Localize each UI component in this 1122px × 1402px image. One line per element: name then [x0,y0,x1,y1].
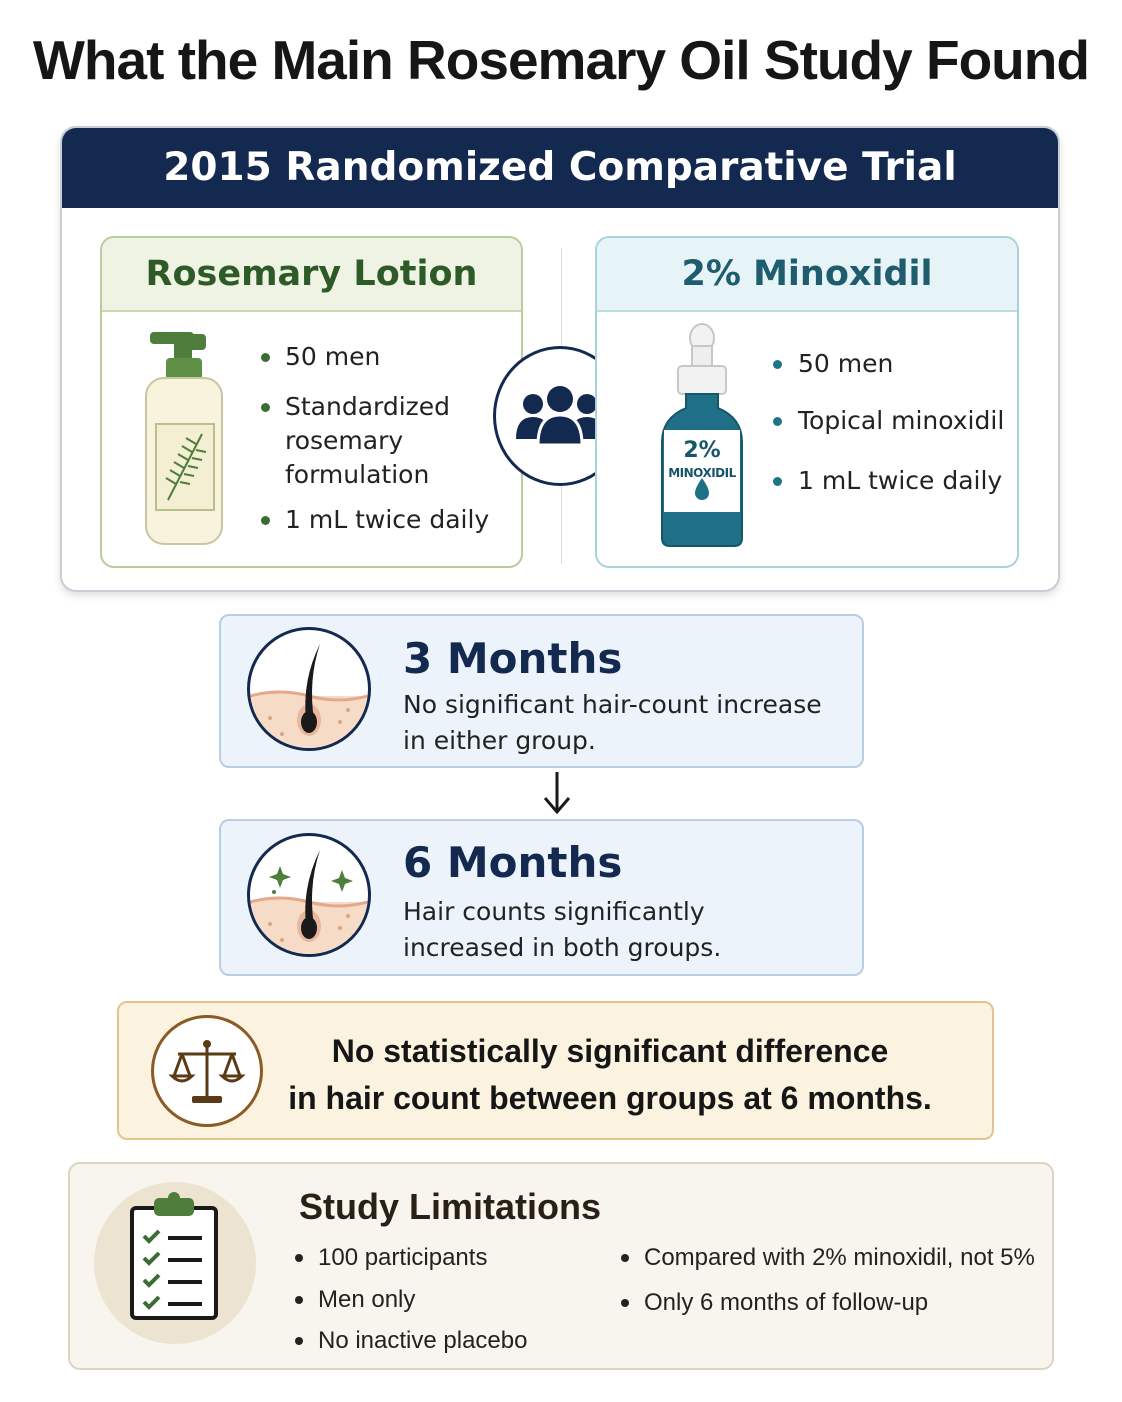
timeline-desc-line: Hair counts significantly [403,897,705,926]
bottle-label-name: MINOXIDIL [668,466,736,480]
pump-bottle-icon [136,330,246,550]
bullet-dot [773,417,782,426]
limitation-item: Men only [318,1286,416,1313]
bottle-label-percent: 2% [683,438,721,463]
timeline-desc-line: in either group. [403,726,596,755]
conclusion-line: No statistically significant difference [331,1033,889,1069]
bullet-dot [621,1254,629,1262]
limitation-item: Only 6 months of follow-up [644,1289,929,1316]
minoxidil-bullet: 1 mL twice daily [798,466,1003,495]
limitation-item: No inactive placebo [318,1327,528,1354]
rosemary-title: Rosemary Lotion [102,238,521,312]
trial-header: 2015 Randomized Comparative Trial [62,128,1058,208]
timeline-desc-line: increased in both groups. [403,933,722,962]
bullet-dot [261,403,270,412]
bullet-dot [773,477,782,486]
bullet-dot [773,360,782,369]
conclusion-line: in hair count between groups at 6 months. [288,1080,932,1116]
bullet-dot [261,516,270,525]
timeline-desc-line: No significant hair-count increase [403,690,822,719]
page-title: What the Main Rosemary Oil Study Found [33,29,1089,91]
rosemary-bullet: 1 mL twice daily [285,505,490,534]
balance-scale-icon [151,1015,263,1127]
limitation-item: 100 participants [318,1244,488,1271]
clipboard-checklist-icon [94,1182,256,1344]
rosemary-bullet: 50 men [285,342,381,371]
hair-follicle-icon [247,627,371,751]
timeline-title: 3 Months [403,634,623,683]
dropper-bottle-icon [656,322,748,550]
minoxidil-bullet: Topical minoxidil [798,406,1005,435]
bullet-dot [295,1254,303,1262]
rosemary-bullet-cont: formulation [285,460,430,489]
bullet-dot [295,1296,303,1304]
rosemary-bullet-cont: rosemary [285,426,404,455]
hair-follicle-icon [247,833,371,957]
timeline-title: 6 Months [403,838,623,887]
minoxidil-bullet: 50 men [798,349,894,378]
bullet-dot [261,353,270,362]
rosemary-bullet: Standardized [285,392,451,421]
bullet-dot [621,1299,629,1307]
limitations-title: Study Limitations [299,1186,602,1227]
bullet-dot [295,1337,303,1345]
minoxidil-title: 2% Minoxidil [597,238,1017,312]
limitation-item: Compared with 2% minoxidil, not 5% [644,1244,1035,1271]
arrow-down-icon [540,768,574,818]
